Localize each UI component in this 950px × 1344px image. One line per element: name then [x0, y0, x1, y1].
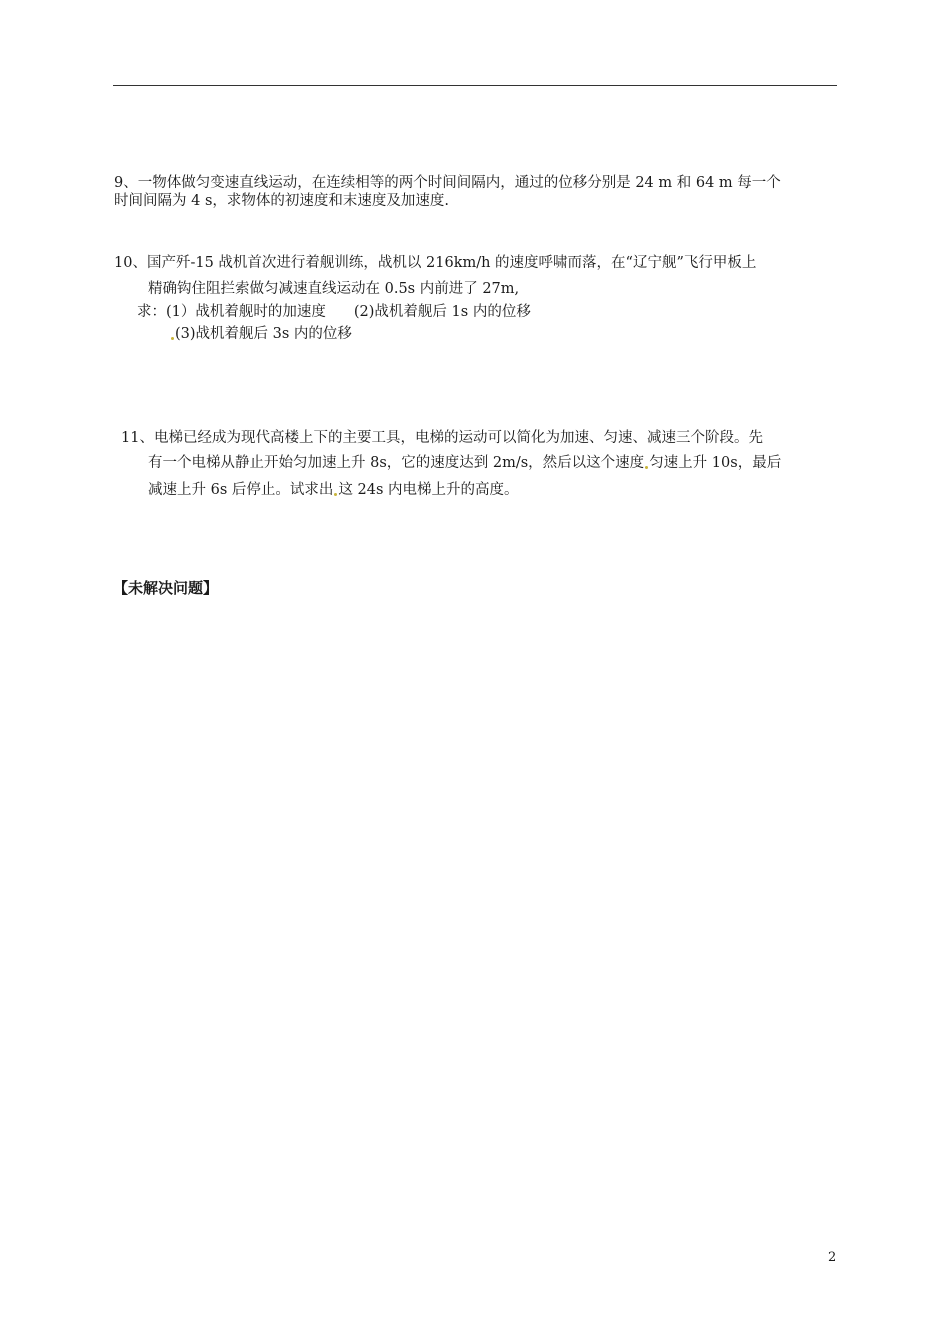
q11-line-3a: 减速上升 6s 后停止。试求出 — [148, 482, 334, 498]
q10-part-2: (2)战机着舰后 1s 内的位移 — [353, 304, 531, 320]
q10-line-2: 精确钩住阻拦索做匀减速直线运动在 0.5s 内前进了 27m, — [148, 281, 520, 297]
q10-part-1: (1）战机着舰时的加速度 — [166, 304, 326, 320]
edit-mark — [645, 466, 648, 469]
page-number: 2 — [828, 1250, 837, 1265]
q10-part-3: (3)战机着舰后 3s 内的位移 — [175, 326, 352, 342]
q10-part-3-line — [170, 324, 352, 344]
q10-ask-line — [137, 302, 531, 322]
q11-line-1: 11、电梯已经成为现代高楼上下的主要工具，电梯的运动可以简化为加速、匀速、减速三个阶段。先 — [121, 430, 763, 446]
q11-line-2a: 有一个电梯从静止开始匀加速上升 8s，它的速度达到 2m/s，然后以这个速度 — [148, 455, 645, 471]
q9-line-2: 时间间隔为 4 s，求物体的初速度和末速度及加速度. — [114, 193, 449, 209]
edit-mark — [334, 493, 337, 496]
q9-line-1: 9、一物体做匀变速直线运动，在连续相等的两个时间间隔内，通过的位移分别是 24 m 和 64 m 每一个 — [114, 175, 781, 191]
q11-line-2 — [148, 453, 781, 473]
q11-line-3b: 这 24s 内电梯上升的高度。 — [338, 482, 519, 498]
q10-ask-prefix: 求： — [137, 304, 166, 320]
edit-mark — [171, 337, 174, 340]
q11-line-3 — [148, 480, 519, 500]
q10-line-1: 10、国产歼-15 战机首次进行着舰训练，战机以 216km/h 的速度呼啸而落，在“辽宁舰”飞行甲板上 — [114, 255, 757, 271]
header-rule — [113, 85, 837, 86]
unresolved-section-title: 【未解决问题】 — [113, 579, 219, 597]
q11-line-2b: 匀速上升 10s，最后 — [649, 455, 782, 471]
